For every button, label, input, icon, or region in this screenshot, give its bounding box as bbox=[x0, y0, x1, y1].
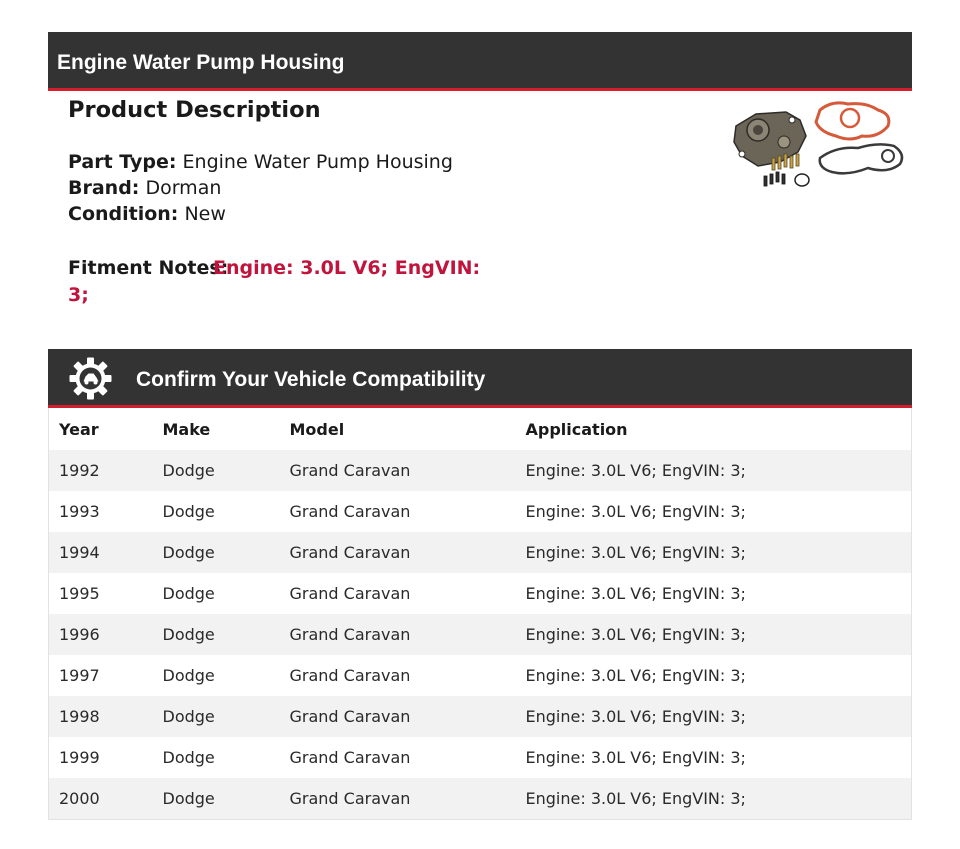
cell-model: Grand Caravan bbox=[280, 573, 516, 614]
cell-make: Dodge bbox=[153, 532, 280, 573]
cell-application: Engine: 3.0L V6; EngVIN: 3; bbox=[516, 491, 912, 532]
fitment-notes-label: Fitment Notes: bbox=[68, 257, 229, 279]
compatibility-table bbox=[48, 408, 912, 820]
cell-make: Dodge bbox=[153, 491, 280, 532]
table-row bbox=[49, 532, 912, 573]
cell-year: 2000 bbox=[49, 778, 153, 820]
table-row bbox=[49, 696, 912, 737]
part-type-line bbox=[68, 151, 453, 173]
brand-value: Dorman bbox=[145, 177, 222, 199]
cell-model: Grand Caravan bbox=[280, 450, 516, 491]
table-row bbox=[49, 491, 912, 532]
cell-application: Engine: 3.0L V6; EngVIN: 3; bbox=[516, 655, 912, 696]
cell-year: 1997 bbox=[49, 655, 153, 696]
cell-application: Engine: 3.0L V6; EngVIN: 3; bbox=[516, 778, 912, 820]
cell-make: Dodge bbox=[153, 655, 280, 696]
brand-label: Brand: bbox=[68, 177, 140, 199]
condition-label: Condition: bbox=[68, 203, 179, 225]
cell-application: Engine: 3.0L V6; EngVIN: 3; bbox=[516, 696, 912, 737]
water-pump-housing-shape bbox=[734, 112, 806, 166]
table-row bbox=[49, 737, 912, 778]
condition-line bbox=[68, 203, 226, 225]
part-type-label: Part Type: bbox=[68, 151, 177, 173]
cell-application: Engine: 3.0L V6; EngVIN: 3; bbox=[516, 573, 912, 614]
red-gasket-shape bbox=[816, 103, 889, 139]
product-title-bar bbox=[48, 32, 912, 91]
cell-model: Grand Caravan bbox=[280, 778, 516, 820]
table-row bbox=[49, 614, 912, 655]
studs-shape bbox=[764, 172, 785, 186]
cell-make: Dodge bbox=[153, 696, 280, 737]
cell-year: 1992 bbox=[49, 450, 153, 491]
compatibility-bar bbox=[48, 349, 912, 408]
part-type-value: Engine Water Pump Housing bbox=[182, 151, 453, 173]
cell-make: Dodge bbox=[153, 737, 280, 778]
product-description-heading: Product Description bbox=[68, 97, 321, 123]
table-row bbox=[49, 573, 912, 614]
cell-year: 1995 bbox=[49, 573, 153, 614]
product-image bbox=[728, 96, 908, 196]
column-header-model: Model bbox=[280, 408, 516, 450]
table-row bbox=[49, 450, 912, 491]
cell-year: 1998 bbox=[49, 696, 153, 737]
cell-application: Engine: 3.0L V6; EngVIN: 3; bbox=[516, 532, 912, 573]
cell-model: Grand Caravan bbox=[280, 655, 516, 696]
cell-make: Dodge bbox=[153, 573, 280, 614]
compatibility-title: Confirm Your Vehicle Compatibility bbox=[136, 368, 486, 391]
cell-model: Grand Caravan bbox=[280, 614, 516, 655]
column-header-year: Year bbox=[49, 408, 153, 450]
cell-year: 1994 bbox=[49, 532, 153, 573]
column-header-make: Make bbox=[153, 408, 280, 450]
column-header-application: Application bbox=[516, 408, 912, 450]
condition-value: New bbox=[184, 203, 226, 225]
table-row bbox=[49, 778, 912, 820]
product-title: Engine Water Pump Housing bbox=[57, 51, 345, 74]
dark-gasket-shape bbox=[820, 144, 902, 173]
cell-make: Dodge bbox=[153, 614, 280, 655]
cell-model: Grand Caravan bbox=[280, 491, 516, 532]
cell-year: 1996 bbox=[49, 614, 153, 655]
o-ring-shape bbox=[795, 174, 809, 186]
gear-car-icon bbox=[68, 356, 113, 401]
brand-line bbox=[68, 177, 221, 199]
cell-model: Grand Caravan bbox=[280, 737, 516, 778]
cell-year: 1999 bbox=[49, 737, 153, 778]
cell-application: Engine: 3.0L V6; EngVIN: 3; bbox=[516, 737, 912, 778]
fitment-notes-value-cont: 3; bbox=[68, 284, 89, 306]
fitment-notes-value: Engine: 3.0L V6; EngVIN: bbox=[213, 257, 481, 279]
cell-application: Engine: 3.0L V6; EngVIN: 3; bbox=[516, 614, 912, 655]
cell-make: Dodge bbox=[153, 778, 280, 820]
cell-model: Grand Caravan bbox=[280, 696, 516, 737]
cell-make: Dodge bbox=[153, 450, 280, 491]
cell-application: Engine: 3.0L V6; EngVIN: 3; bbox=[516, 450, 912, 491]
table-row bbox=[49, 655, 912, 696]
table-header-row bbox=[49, 408, 912, 450]
cell-model: Grand Caravan bbox=[280, 532, 516, 573]
cell-year: 1993 bbox=[49, 491, 153, 532]
